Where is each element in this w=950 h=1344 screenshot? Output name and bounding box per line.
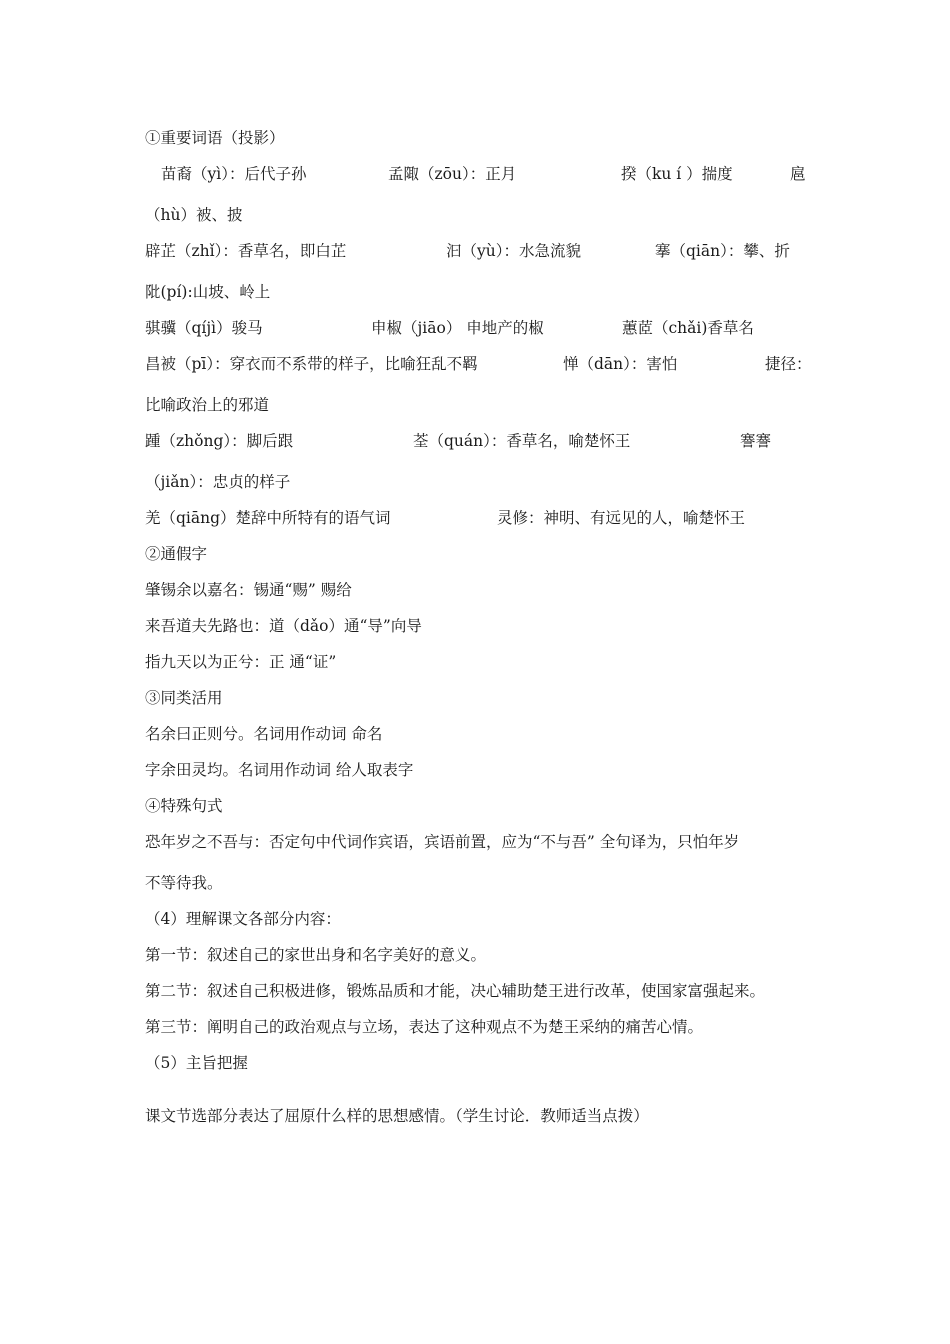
vocab-entry: 荃（quán）：香草名，喻楚怀王	[413, 432, 631, 450]
tongjia-item: 来吾道夫先路也：道（dǎo）通“导”向导	[145, 617, 422, 635]
vocab-entry: 蕙茝（chǎi)香草名	[622, 319, 754, 337]
section4-item: 第一节：叙述自己的家世出身和名字美好的意义。	[145, 946, 487, 964]
section5-question: 课文节选部分表达了屈原什么样的思想感情。（学生讨论．教师适当点拨）	[145, 1107, 649, 1125]
vocab-entry: 灵修：神明、有远见的人，喻楚怀王	[497, 509, 746, 527]
huoyong-item: 字余田灵均。名词用作动词 给人取表字	[145, 761, 414, 779]
vocab-entry: 汩（yù）：水急流貌	[446, 242, 581, 260]
vocab-entry: 羌（qiāng）楚辞中所特有的语气词	[145, 509, 391, 527]
vocab-entry-cont: 比喻政治上的邪道	[145, 396, 270, 414]
vocab-entry-cont: （hù）被、披	[145, 206, 243, 224]
section5-heading: （5）主旨把握	[145, 1054, 248, 1072]
vocab-heading: ①重要词语（投影）	[145, 129, 285, 147]
huoyong-heading: ③同类活用	[145, 689, 223, 707]
vocab-entry: 惮（dān）：害怕	[563, 355, 678, 373]
jushi-text-cont: 不等待我。	[145, 874, 223, 892]
vocab-entry-cont: （jiǎn）：忠贞的样子	[145, 473, 291, 491]
vocab-entry: 搴（qiān）：攀、折	[655, 242, 790, 260]
section4-heading: （4）理解课文各部分内容：	[145, 910, 341, 928]
huoyong-item: 名余曰正则兮。名词用作动词 命名	[145, 725, 383, 743]
vocab-entry: 苗裔（yì）：后代子孙	[161, 165, 307, 183]
tongjia-item: 指九天以为正兮：正 通“证”	[145, 653, 337, 671]
vocab-entry: 謇謇	[740, 432, 772, 450]
section4-item: 第二节：叙述自己积极进修，锻炼品质和才能，决心辅助楚王进行改革，使国家富强起来。	[145, 982, 766, 1000]
tongjia-heading: ②通假字	[145, 545, 208, 563]
vocab-entry: 捷径：	[765, 355, 812, 373]
vocab-entry: 申椒（jiāo） 申地产的椒	[371, 319, 544, 337]
vocab-entry: 揆（ku í ）揣度	[621, 165, 733, 183]
vocab-entry: 辟芷（zhǐ）：香草名，即白芷	[145, 242, 347, 260]
vocab-entry: 孟陬（zōu）：正月	[388, 165, 517, 183]
tongjia-item: 肇锡余以嘉名：锡通“赐” 赐给	[145, 581, 352, 599]
jushi-text: 恐年岁之不吾与：否定句中代词作宾语，宾语前置，应为“不与吾” 全句译为，只怕年岁	[145, 833, 740, 851]
vocab-entry: 踵（zhǒng）：脚后跟	[145, 432, 294, 450]
section4-item: 第三节：阐明自己的政治观点与立场，表达了这种观点不为楚王采纳的痛苦心情。	[145, 1018, 704, 1036]
vocab-entry-cont: 阰(pí):山坡、岭上	[145, 283, 271, 301]
vocab-entry: 扈	[790, 165, 806, 183]
vocab-entry: 骐骥（qíjì）骏马	[145, 319, 263, 337]
jushi-heading: ④特殊句式	[145, 797, 223, 815]
vocab-entry: 昌被（pī）：穿衣而不系带的样子，比喻狂乱不羁	[145, 355, 478, 373]
